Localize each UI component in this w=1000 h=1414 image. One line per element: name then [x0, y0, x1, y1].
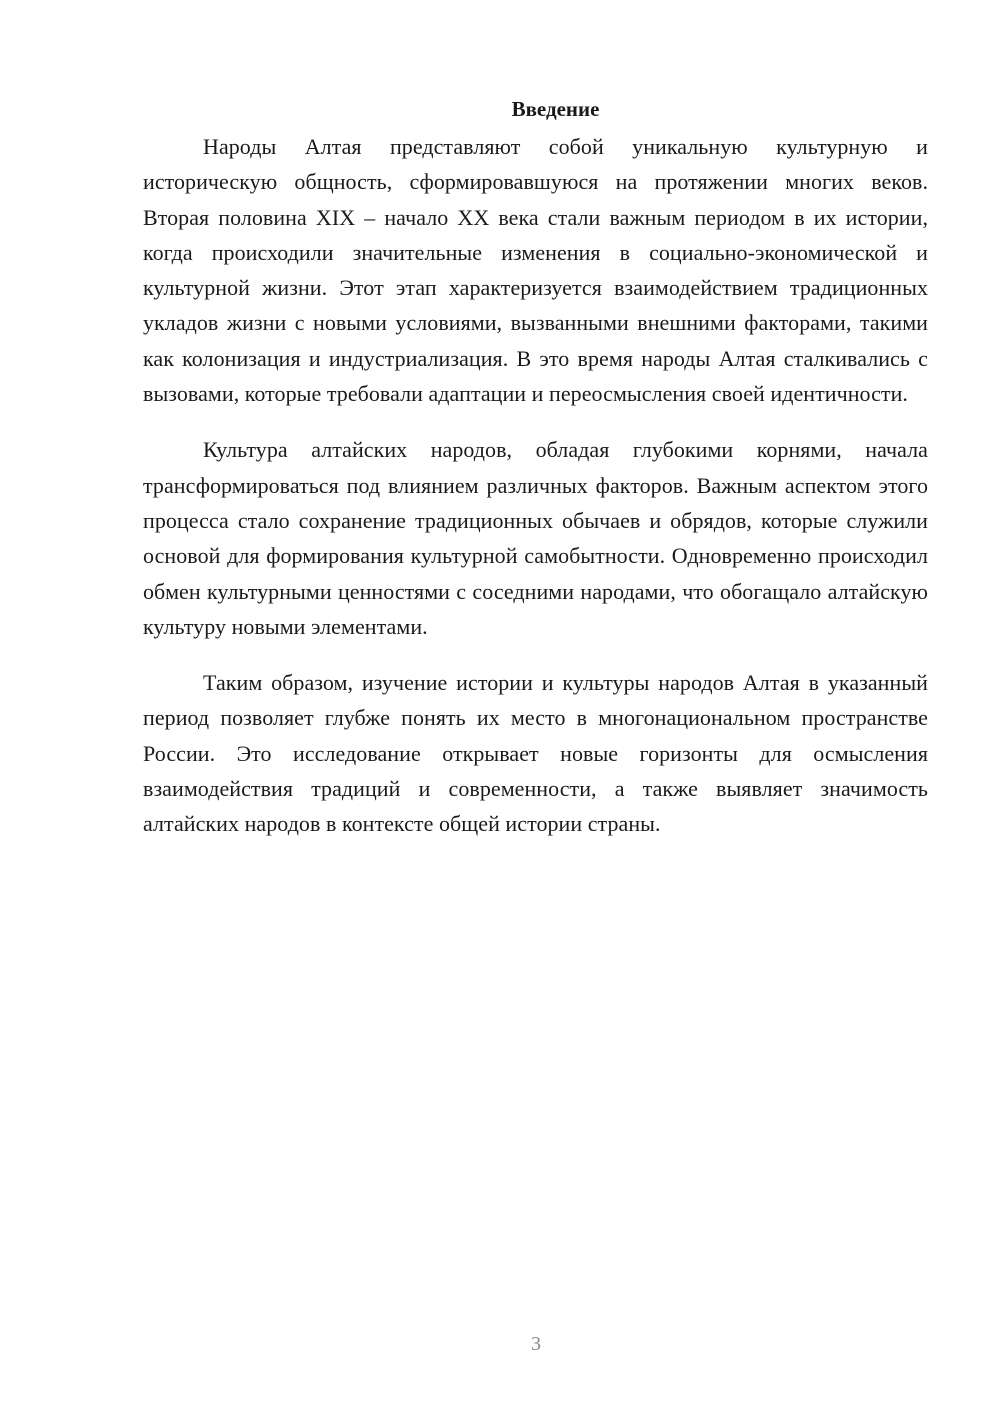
section-title: Введение [511, 97, 600, 121]
paragraph-3: Таким образом, изучение истории и культуры народов Алтая в указанный период позволяет глубже понять их место в многонациональном пространстве России. Это исследование открывает новые горизонты для осмысления взаимодействия традиций и современности, а также выявляет значимость алтайских народов в контексте общей истории страны. [143, 670, 928, 837]
paragraph-2: Культура алтайских народов, обладая глубокими корнями, начала трансформироваться под влиянием различных факторов. Важным аспектом этого процесса стало сохранение традиционных обычаев и обрядов, которые служили основой для формирования культурной самобытности. Одновременно происходил обмен культурными ценностями с соседними народами, что обогащало алтайскую культуру новыми элементами. [143, 437, 928, 639]
paragraph-1: Народы Алтая представляют собой уникальную культурную и историческую общность, сформировавшуюся на протяжении многих веков. Вторая половина XIX – начало XX века стали важным периодом в их истории, когда происходили значительные изменения в социально-экономической и культурной жизни. Этот этап характеризуется взаимодействием традиционных укладов жизни с новыми условиями, вызванными внешними факторами, такими как колонизация и индустриализация. В это время народы Алтая сталкивались с вызовами, которые требовали адаптации и переосмысления своей идентичности. [143, 134, 928, 407]
page-number: 3 [531, 1333, 541, 1355]
page-content [143, 92, 928, 863]
